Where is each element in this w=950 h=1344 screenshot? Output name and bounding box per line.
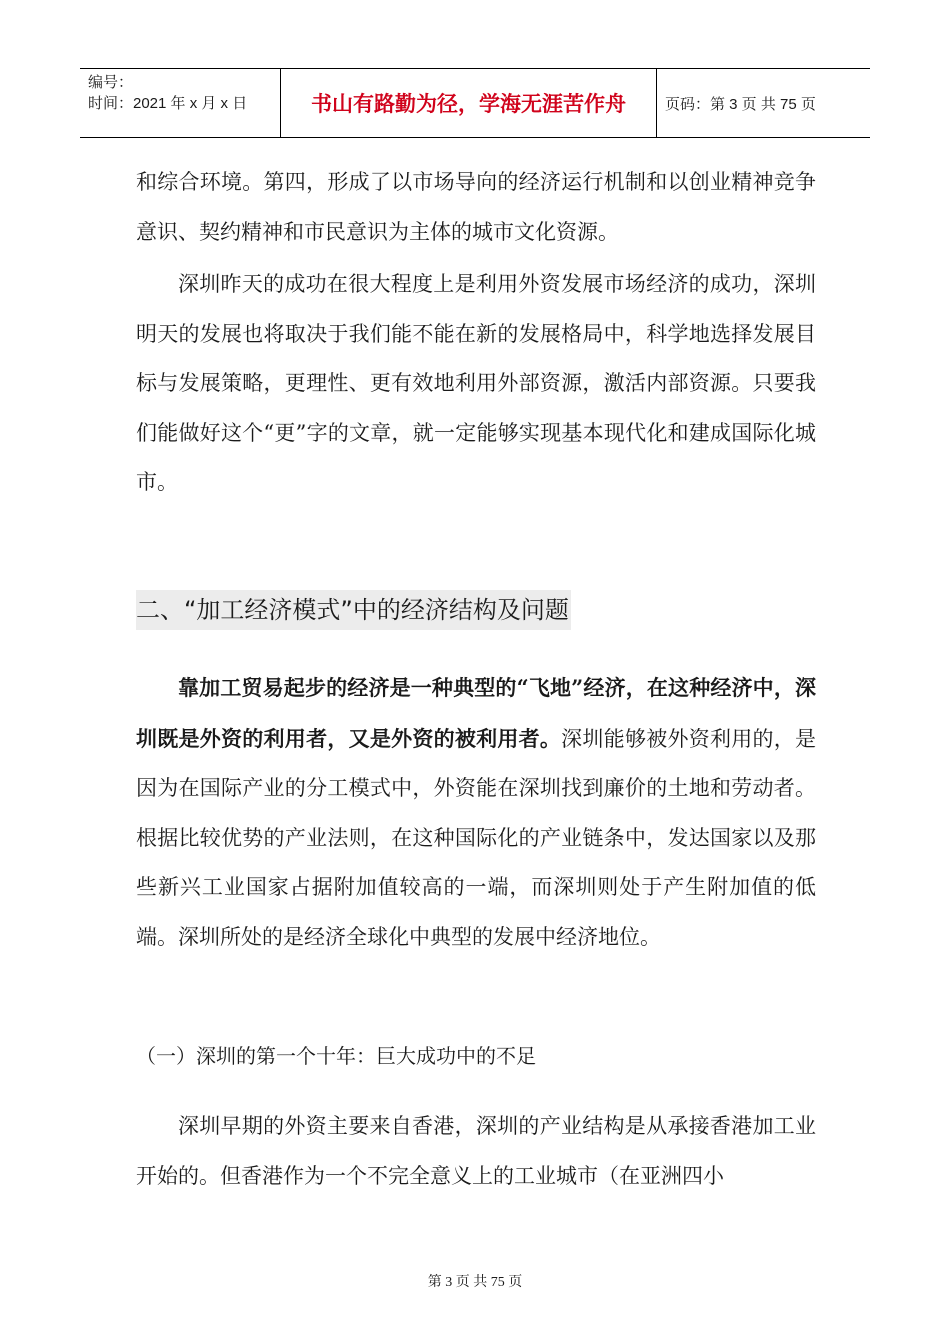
paragraph-3 bbox=[136, 663, 816, 962]
document-header bbox=[80, 68, 870, 138]
header-meta bbox=[80, 69, 281, 137]
paragraph-2-block bbox=[136, 260, 816, 508]
paragraph-3-rest: 深圳能够被外资利用的，是因为在国际产业的分工模式中，外资能在深圳找到廉价的土地和劳动者。根据比较优势的产业法则，在这种国际化的产业链条中，发达国家以及那些新兴工业国家占据附加值较高的一端，而深圳则处于产生附加值的低端。深圳所处的是经济全球化中典型的发展中经济地位。 bbox=[136, 726, 817, 949]
paragraph-3-bold: 靠加工贸易起步的经济是一种典型的“飞地”经济，在这种经济中，深圳既是外资的利用者，又是外资的被利用者。 bbox=[136, 675, 816, 751]
paragraph-1-block bbox=[136, 158, 816, 257]
header-page-info: 页码：第 3 页 共 75 页 bbox=[665, 95, 816, 113]
paragraph-4-block bbox=[136, 1102, 816, 1201]
subsection-heading: （一）深圳的第一个十年：巨大成功中的不足 bbox=[136, 1044, 536, 1068]
paragraph-3-block bbox=[136, 663, 816, 962]
paragraph-2: 深圳昨天的成功在很大程度上是利用外资发展市场经济的成功，深圳明天的发展也将取决于我们能不能在新的发展格局中，科学地选择发展目标与发展策略，更理性、更有效地利用外部资源，激活内部资源。只要我们能做好这个“更”字的文章，就一定能够实现基本现代化和建成国际化城市。 bbox=[136, 272, 816, 494]
header-motto: 书山有路勤为径，学海无涯苦作舟 bbox=[281, 69, 657, 137]
section-heading: 二、“加工经济模式”中的经济结构及问题 bbox=[136, 590, 571, 630]
number-label: 编号： bbox=[88, 74, 134, 91]
date-label: 时间：2021 年 x 月 x 日 bbox=[88, 95, 248, 112]
page-footer: 第 3 页 共 75 页 bbox=[427, 1275, 523, 1290]
paragraph-1: 和综合环境。第四，形成了以市场导向的经济运行机制和以创业精神竞争意识、契约精神和市民意识为主体的城市文化资源。 bbox=[136, 170, 816, 244]
paragraph-4: 深圳早期的外资主要来自香港，深圳的产业结构是从承接香港加工业开始的。但香港作为一个不完全意义上的工业城市（在亚洲四小 bbox=[136, 1114, 816, 1188]
